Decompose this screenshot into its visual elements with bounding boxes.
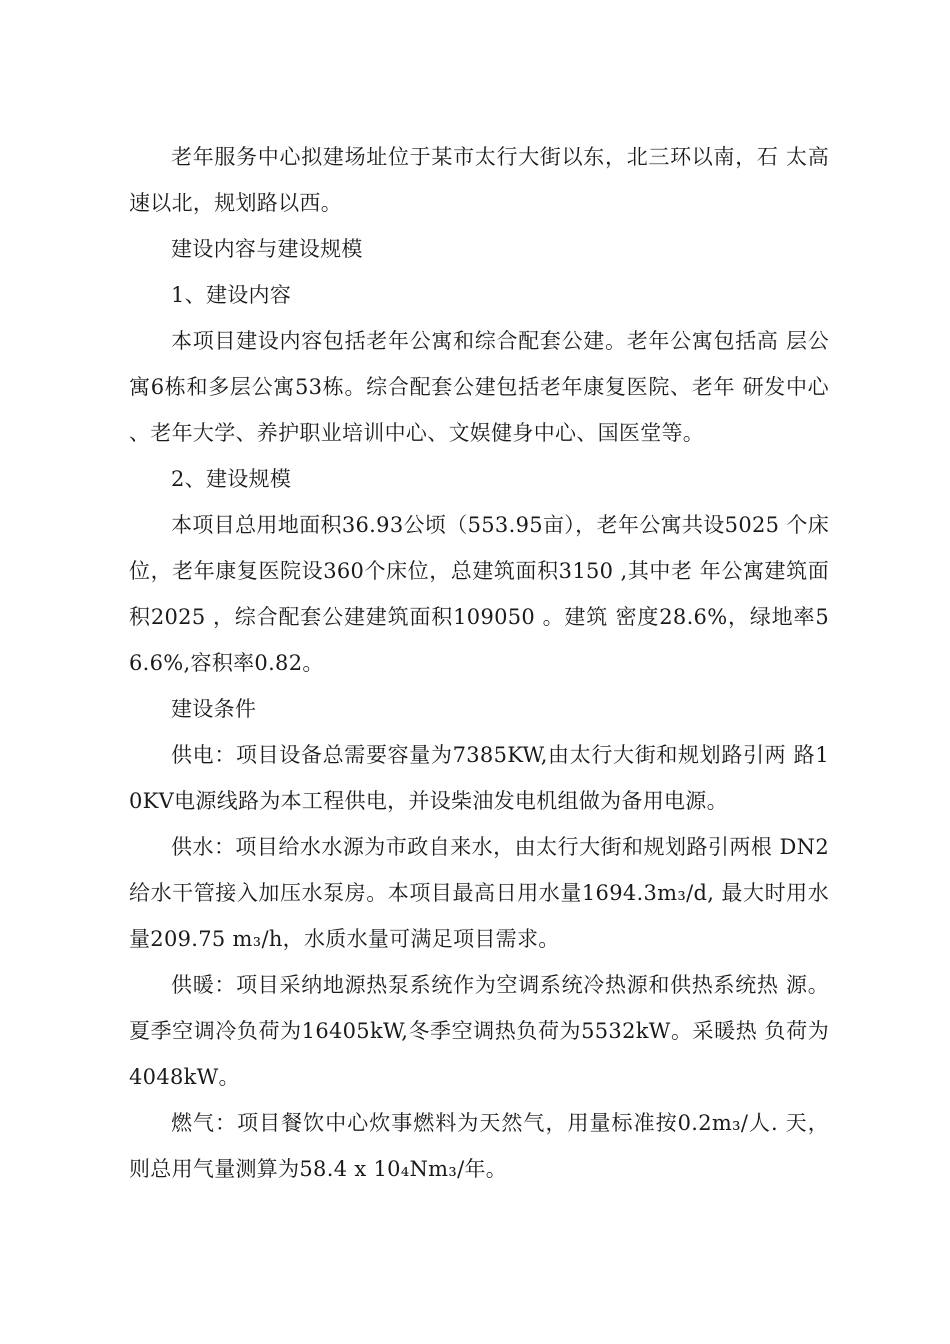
paragraph-construction-content: 本项目建设内容包括老年公寓和综合配套公建。老年公寓包括高 层公寓6栋和多层公寓53栋。综合配套公建包括老年康复医院、老年 研发中心、老年大学、养护职业培训中心、文娱健身中心、国医堂等。	[129, 329, 829, 445]
paragraph-construction-scale: 本项目总用地面积36.93公顷（553.95亩），老年公寓共设5025 个床位，老年康复医院设360个床位，总建筑面积3150 ,其中老 年公寓建筑面积2025 ，综合配套公建建筑面积109050 。建筑 密度28.6%，绿地率56.6%,容积率0.82。	[129, 513, 829, 675]
document-body	[129, 134, 829, 1192]
sub-heading-construction-scale: 2、建设规模	[171, 467, 292, 491]
paragraph-heating: 供暖：项目采纳地源热泵系统作为空调系统冷热源和供热系统热 源。夏季空调冷负荷为16405kW,冬季空调热负荷为5532kW。采暖热 负荷为4048kW。	[129, 973, 829, 1089]
paragraph-power-supply: 供电：项目设备总需要容量为7385KW,由太行大街和规划路引两 路10KV电源线路为本工程供电，并设柴油发电机组做为备用电源。	[129, 743, 829, 813]
paragraph-gas-supply: 燃气：项目餐饮中心炊事燃料为天然气，用量标准按0.2m₃/人. 天，则总用气量测算为58.4 x 10₄Nm₃/年。	[129, 1111, 829, 1181]
section-heading-conditions: 建设条件	[171, 697, 257, 721]
sub-heading-construction-content: 1、建设内容	[171, 283, 292, 307]
paragraph-water-supply: 供水：项目给水水源为市政自来水，由太行大街和规划路引两根 DN2给水干管接入加压水泵房。本项目最高日用水量1694.3m₃/d, 最大时用水量209.75 m₃/h，水质水量可满足项目需求。	[129, 835, 829, 951]
section-heading: 建设内容与建设规模	[171, 237, 363, 261]
paragraph-site-location: 老年服务中心拟建场址位于某市太行大街以东，北三环以南，石 太高速以北，规划路以西。	[129, 145, 829, 215]
